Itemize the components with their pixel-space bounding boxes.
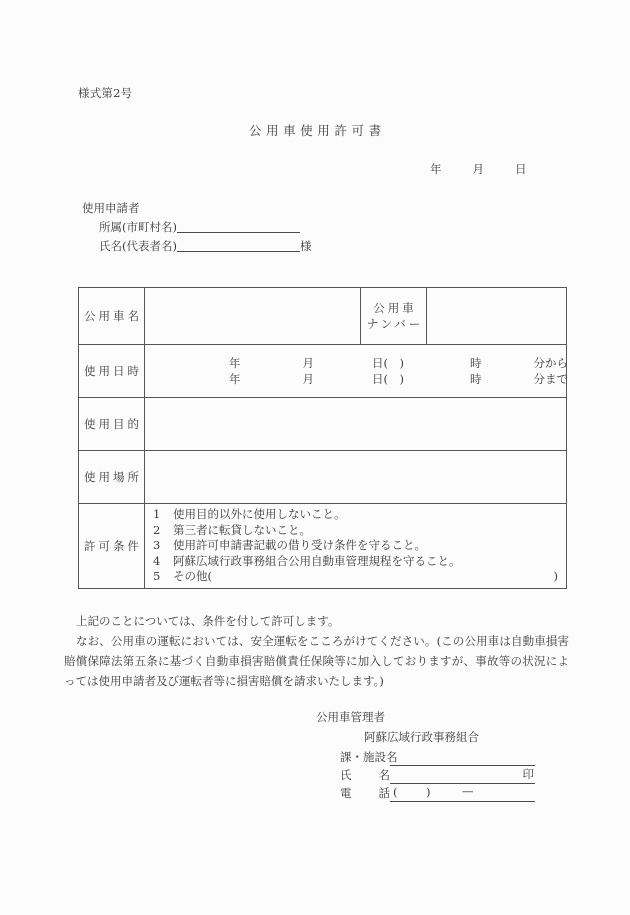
condition-text: 第三者に転貸しないこと。	[173, 522, 311, 537]
table-row-purpose	[79, 398, 567, 451]
date-year-label: 年	[430, 162, 442, 176]
from-month: 月	[302, 356, 314, 370]
to-minute: 分まで	[533, 372, 568, 386]
condition-text: 阿蘇広域行政事務組合公用自動車管理規程を守ること。	[173, 553, 461, 568]
vehicle-number-label	[361, 288, 427, 345]
condition-text: 使用許可申請書記載の借り受け条件を守ること。	[173, 538, 426, 553]
datetime-label: 使用日時	[79, 345, 145, 398]
applicant-affiliation-row	[82, 218, 311, 237]
datetime-value-cell[interactable]	[145, 345, 567, 398]
applicant-name-label: 氏名(代表者名)	[99, 239, 177, 253]
condition-number: 1	[153, 507, 161, 522]
signature-tel-row	[316, 784, 535, 802]
vehicle-name-value-cell[interactable]	[145, 288, 361, 345]
to-year: 年	[229, 372, 241, 386]
date-day-label: 日	[515, 162, 527, 176]
purpose-label: 使用目的	[79, 398, 145, 451]
table-row-vehicle	[79, 288, 567, 345]
from-year: 年	[229, 356, 241, 370]
condition-text: その他(	[173, 569, 212, 584]
condition-item	[153, 523, 566, 538]
to-month: 月	[302, 372, 314, 386]
issue-date-line	[430, 161, 527, 177]
purpose-value-cell[interactable]	[145, 398, 567, 451]
condition-number: 2	[153, 522, 161, 537]
date-month-label: 月	[472, 162, 484, 176]
signature-department-row	[316, 748, 535, 766]
condition-item	[153, 538, 566, 553]
place-label: 使用場所	[79, 451, 145, 504]
conditions-label: 許可条件	[79, 504, 145, 589]
form-number: 様式第2号	[78, 86, 133, 100]
conditions-value-cell	[145, 504, 567, 589]
applicant-name-suffix: 様	[299, 239, 312, 253]
vehicle-number-label-line1: 公用車	[373, 301, 417, 315]
tel-label: 電 話	[340, 786, 390, 800]
from-hour: 時	[469, 356, 482, 370]
affiliation-label: 所属(市町村名)	[99, 220, 177, 234]
condition-number: 3	[153, 538, 161, 553]
organization-name: 阿蘇広域行政事務組合	[364, 730, 479, 744]
department-input-line[interactable]	[390, 750, 535, 766]
manager-label: 公用車管理者	[316, 710, 385, 724]
datetime-line-from	[145, 355, 566, 371]
condition-item-other[interactable]	[153, 569, 566, 584]
vehicle-name-label: 公用車名	[79, 288, 145, 345]
signature-name-row	[316, 766, 535, 784]
place-value-cell[interactable]	[145, 451, 567, 504]
condition-close-paren: )	[553, 569, 558, 584]
signer-name-label: 氏 名	[340, 768, 390, 782]
to-hour: 時	[469, 372, 482, 386]
condition-item	[153, 554, 566, 569]
tel-open-paren: (	[393, 785, 398, 799]
table-row-conditions	[79, 504, 567, 589]
from-day: 日( )	[372, 356, 404, 370]
applicant-name-input-line[interactable]	[177, 238, 300, 252]
condition-number: 4	[153, 553, 161, 568]
applicant-name-row	[82, 237, 311, 256]
condition-item	[153, 507, 566, 522]
table-row-place	[79, 451, 567, 504]
affiliation-input-line[interactable]	[177, 219, 300, 233]
to-day: 日( )	[372, 372, 404, 386]
table-row-datetime	[79, 345, 567, 398]
applicant-heading: 使用申請者	[82, 201, 140, 215]
body-paragraphs	[64, 611, 569, 691]
tel-dash: —	[462, 784, 474, 798]
condition-number: 5	[153, 569, 161, 584]
body-paragraph-2: なお、公用車の運転においては、安全運転をこころがけてください。(この公用車は自動車損害賠償保障法第五条に基づく自動車損害賠償責任保険等に加入しておりますが、事故等の状況によっては使用申請者及び運転者等に損害賠償を請求いたします。)	[64, 634, 569, 688]
body-paragraph-1: 上記のことについては、条件を付して許可します。	[76, 614, 340, 628]
vehicle-number-value-cell[interactable]	[427, 288, 567, 345]
from-minute: 分から	[533, 356, 568, 370]
vehicle-number-label-line2: ナンバー	[366, 317, 424, 331]
condition-text: 使用目的以外に使用しないこと。	[173, 507, 346, 522]
department-label: 課・施設名	[340, 750, 398, 764]
seal-icon: 印	[522, 767, 534, 781]
permit-details-table	[78, 287, 567, 589]
page-title: 公用車使用許可書	[248, 123, 386, 138]
tel-input-line[interactable]	[390, 786, 535, 802]
applicant-block	[82, 199, 311, 256]
conditions-list	[145, 504, 566, 587]
datetime-line-to	[145, 371, 566, 387]
tel-close-paren: )	[426, 785, 431, 799]
signature-block	[316, 709, 535, 802]
